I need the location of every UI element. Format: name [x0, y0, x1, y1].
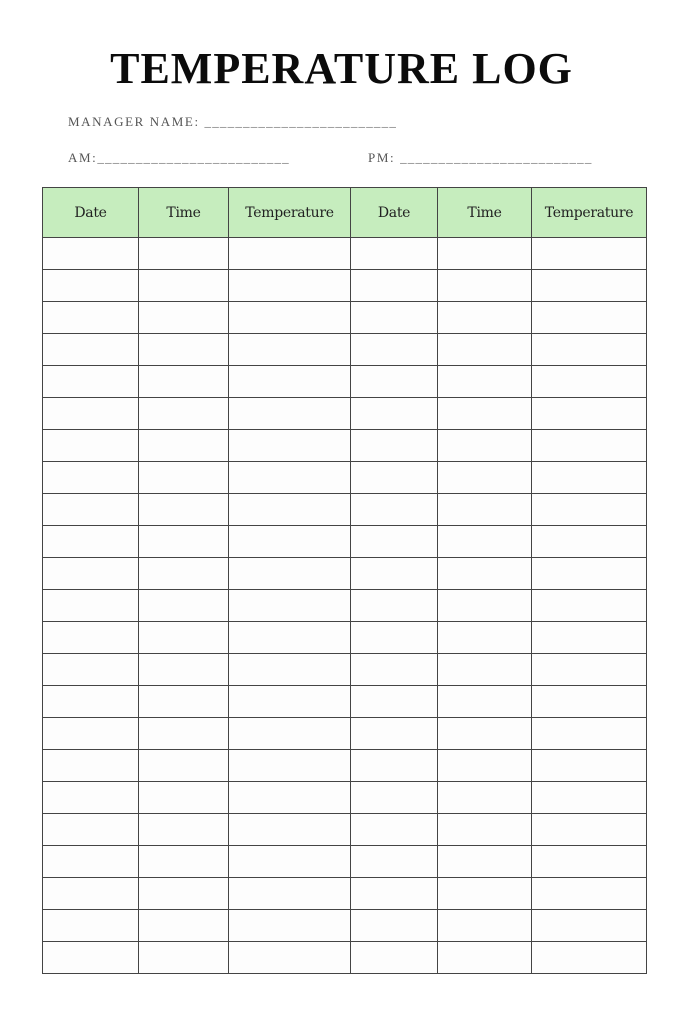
cell-date-2[interactable]	[351, 846, 438, 878]
cell-date-1[interactable]	[43, 366, 139, 398]
cell-temperature-1[interactable]	[229, 494, 351, 526]
cell-temperature-1[interactable]	[229, 462, 351, 494]
cell-time-2[interactable]	[438, 526, 532, 558]
table-row	[43, 846, 647, 878]
table-row	[43, 750, 647, 782]
cell-date-1[interactable]	[43, 238, 139, 270]
cell-time-2[interactable]	[438, 398, 532, 430]
cell-time-1[interactable]	[139, 366, 229, 398]
cell-date-1[interactable]	[43, 814, 139, 846]
cell-temperature-1[interactable]	[229, 878, 351, 910]
cell-time-2[interactable]	[438, 334, 532, 366]
table-row	[43, 238, 647, 270]
cell-temperature-1[interactable]	[229, 782, 351, 814]
cell-date-1[interactable]	[43, 526, 139, 558]
cell-time-1[interactable]	[139, 398, 229, 430]
cell-temperature-2[interactable]	[532, 558, 647, 590]
cell-date-2[interactable]	[351, 462, 438, 494]
cell-temperature-2[interactable]	[532, 398, 647, 430]
table-row	[43, 302, 647, 334]
cell-temperature-1[interactable]	[229, 398, 351, 430]
cell-date-2[interactable]	[351, 366, 438, 398]
cell-date-1[interactable]	[43, 462, 139, 494]
pm-field[interactable]	[368, 150, 593, 166]
cell-date-1[interactable]	[43, 878, 139, 910]
cell-time-2[interactable]	[438, 622, 532, 654]
cell-date-1[interactable]	[43, 718, 139, 750]
table-row	[43, 686, 647, 718]
table-row	[43, 814, 647, 846]
cell-time-1[interactable]	[139, 782, 229, 814]
pm-label: PM:	[368, 150, 396, 165]
cell-time-2[interactable]	[438, 910, 532, 942]
column-header-date-1: Date	[43, 188, 139, 238]
cell-date-1[interactable]	[43, 910, 139, 942]
cell-temperature-2[interactable]	[532, 238, 647, 270]
cell-date-1[interactable]	[43, 494, 139, 526]
cell-temperature-1[interactable]	[229, 238, 351, 270]
cell-time-2[interactable]	[438, 686, 532, 718]
cell-temperature-2[interactable]	[532, 718, 647, 750]
cell-time-1[interactable]	[139, 430, 229, 462]
table-row	[43, 910, 647, 942]
cell-date-2[interactable]	[351, 302, 438, 334]
pm-blank-line[interactable]: _________________________	[400, 150, 593, 165]
am-label: AM:	[68, 150, 98, 165]
cell-temperature-2[interactable]	[532, 334, 647, 366]
cell-time-2[interactable]	[438, 718, 532, 750]
cell-time-1[interactable]	[139, 270, 229, 302]
column-header-time-2: Time	[438, 188, 532, 238]
cell-date-2[interactable]	[351, 910, 438, 942]
cell-temperature-2[interactable]	[532, 366, 647, 398]
cell-temperature-1[interactable]	[229, 270, 351, 302]
cell-temperature-2[interactable]	[532, 654, 647, 686]
cell-date-2[interactable]	[351, 334, 438, 366]
cell-temperature-2[interactable]	[532, 846, 647, 878]
cell-temperature-2[interactable]	[532, 526, 647, 558]
column-header-temperature-1: Temperature	[229, 188, 351, 238]
table-row	[43, 878, 647, 910]
cell-temperature-1[interactable]	[229, 558, 351, 590]
cell-date-1[interactable]	[43, 590, 139, 622]
cell-time-1[interactable]	[139, 494, 229, 526]
cell-temperature-2[interactable]	[532, 494, 647, 526]
cell-date-1[interactable]	[43, 686, 139, 718]
column-header-time-1: Time	[139, 188, 229, 238]
table-row	[43, 494, 647, 526]
cell-temperature-1[interactable]	[229, 686, 351, 718]
table-row	[43, 270, 647, 302]
cell-temperature-2[interactable]	[532, 430, 647, 462]
cell-time-1[interactable]	[139, 558, 229, 590]
cell-date-2[interactable]	[351, 430, 438, 462]
cell-date-2[interactable]	[351, 238, 438, 270]
cell-temperature-2[interactable]	[532, 302, 647, 334]
table-row	[43, 366, 647, 398]
cell-date-1[interactable]	[43, 270, 139, 302]
am-field[interactable]	[68, 150, 290, 166]
cell-date-2[interactable]	[351, 718, 438, 750]
cell-time-2[interactable]	[438, 558, 532, 590]
cell-date-1[interactable]	[43, 302, 139, 334]
cell-date-2[interactable]	[351, 878, 438, 910]
table-row	[43, 334, 647, 366]
column-header-temperature-2: Temperature	[532, 188, 647, 238]
cell-time-2[interactable]	[438, 654, 532, 686]
table-body	[43, 238, 647, 974]
cell-date-2[interactable]	[351, 942, 438, 974]
cell-time-1[interactable]	[139, 942, 229, 974]
cell-date-1[interactable]	[43, 750, 139, 782]
cell-date-2[interactable]	[351, 654, 438, 686]
cell-time-1[interactable]	[139, 462, 229, 494]
cell-time-2[interactable]	[438, 846, 532, 878]
cell-date-2[interactable]	[351, 398, 438, 430]
cell-time-1[interactable]	[139, 334, 229, 366]
cell-date-1[interactable]	[43, 622, 139, 654]
manager-name-field[interactable]	[68, 114, 397, 130]
cell-time-2[interactable]	[438, 494, 532, 526]
cell-time-2[interactable]	[438, 814, 532, 846]
cell-date-2[interactable]	[351, 526, 438, 558]
cell-temperature-2[interactable]	[532, 270, 647, 302]
table-row	[43, 654, 647, 686]
table-row	[43, 526, 647, 558]
cell-date-1[interactable]	[43, 558, 139, 590]
cell-time-1[interactable]	[139, 878, 229, 910]
table-row	[43, 590, 647, 622]
cell-date-1[interactable]	[43, 654, 139, 686]
cell-date-2[interactable]	[351, 590, 438, 622]
cell-time-1[interactable]	[139, 846, 229, 878]
cell-temperature-1[interactable]	[229, 942, 351, 974]
cell-temperature-2[interactable]	[532, 942, 647, 974]
cell-time-1[interactable]	[139, 718, 229, 750]
cell-time-1[interactable]	[139, 526, 229, 558]
cell-time-1[interactable]	[139, 238, 229, 270]
cell-time-2[interactable]	[438, 750, 532, 782]
cell-time-2[interactable]	[438, 462, 532, 494]
cell-date-2[interactable]	[351, 494, 438, 526]
cell-time-2[interactable]	[438, 430, 532, 462]
cell-date-2[interactable]	[351, 622, 438, 654]
cell-time-2[interactable]	[438, 238, 532, 270]
table-row	[43, 398, 647, 430]
cell-date-2[interactable]	[351, 782, 438, 814]
cell-temperature-2[interactable]	[532, 462, 647, 494]
cell-date-1[interactable]	[43, 942, 139, 974]
cell-temperature-1[interactable]	[229, 334, 351, 366]
cell-temperature-2[interactable]	[532, 782, 647, 814]
cell-temperature-1[interactable]	[229, 430, 351, 462]
temperature-log-table	[42, 187, 647, 974]
cell-date-1[interactable]	[43, 430, 139, 462]
table-row	[43, 942, 647, 974]
cell-date-1[interactable]	[43, 334, 139, 366]
cell-time-1[interactable]	[139, 750, 229, 782]
cell-temperature-2[interactable]	[532, 686, 647, 718]
cell-date-1[interactable]	[43, 398, 139, 430]
cell-temperature-2[interactable]	[532, 622, 647, 654]
cell-date-2[interactable]	[351, 558, 438, 590]
column-header-date-2: Date	[351, 188, 438, 238]
cell-time-1[interactable]	[139, 590, 229, 622]
am-blank-line[interactable]: _________________________	[97, 150, 290, 165]
cell-date-2[interactable]	[351, 750, 438, 782]
cell-time-2[interactable]	[438, 366, 532, 398]
cell-time-1[interactable]	[139, 622, 229, 654]
cell-date-1[interactable]	[43, 846, 139, 878]
manager-name-blank-line[interactable]: _________________________	[204, 114, 398, 129]
cell-temperature-1[interactable]	[229, 590, 351, 622]
cell-temperature-1[interactable]	[229, 302, 351, 334]
cell-temperature-1[interactable]	[229, 814, 351, 846]
table-row	[43, 558, 647, 590]
cell-time-2[interactable]	[438, 878, 532, 910]
cell-temperature-2[interactable]	[532, 590, 647, 622]
cell-time-2[interactable]	[438, 270, 532, 302]
cell-date-2[interactable]	[351, 686, 438, 718]
cell-time-1[interactable]	[139, 814, 229, 846]
table-row	[43, 782, 647, 814]
cell-date-1[interactable]	[43, 782, 139, 814]
cell-time-2[interactable]	[438, 782, 532, 814]
cell-temperature-1[interactable]	[229, 910, 351, 942]
cell-time-2[interactable]	[438, 302, 532, 334]
cell-time-1[interactable]	[139, 910, 229, 942]
table-header-row	[43, 188, 647, 238]
table-row	[43, 622, 647, 654]
cell-temperature-2[interactable]	[532, 750, 647, 782]
cell-temperature-1[interactable]	[229, 750, 351, 782]
cell-temperature-1[interactable]	[229, 526, 351, 558]
cell-temperature-1[interactable]	[229, 846, 351, 878]
table-row	[43, 462, 647, 494]
cell-temperature-2[interactable]	[532, 878, 647, 910]
table-row	[43, 430, 647, 462]
cell-temperature-1[interactable]	[229, 622, 351, 654]
cell-temperature-2[interactable]	[532, 910, 647, 942]
cell-temperature-2[interactable]	[532, 814, 647, 846]
cell-time-1[interactable]	[139, 654, 229, 686]
table-row	[43, 718, 647, 750]
cell-date-2[interactable]	[351, 814, 438, 846]
cell-time-1[interactable]	[139, 686, 229, 718]
cell-date-2[interactable]	[351, 270, 438, 302]
manager-name-label: MANAGER NAME:	[68, 114, 200, 129]
cell-temperature-1[interactable]	[229, 654, 351, 686]
cell-time-2[interactable]	[438, 590, 532, 622]
page-title: TEMPERATURE LOG	[110, 44, 573, 93]
cell-time-1[interactable]	[139, 302, 229, 334]
cell-temperature-1[interactable]	[229, 366, 351, 398]
cell-time-2[interactable]	[438, 942, 532, 974]
cell-temperature-1[interactable]	[229, 718, 351, 750]
